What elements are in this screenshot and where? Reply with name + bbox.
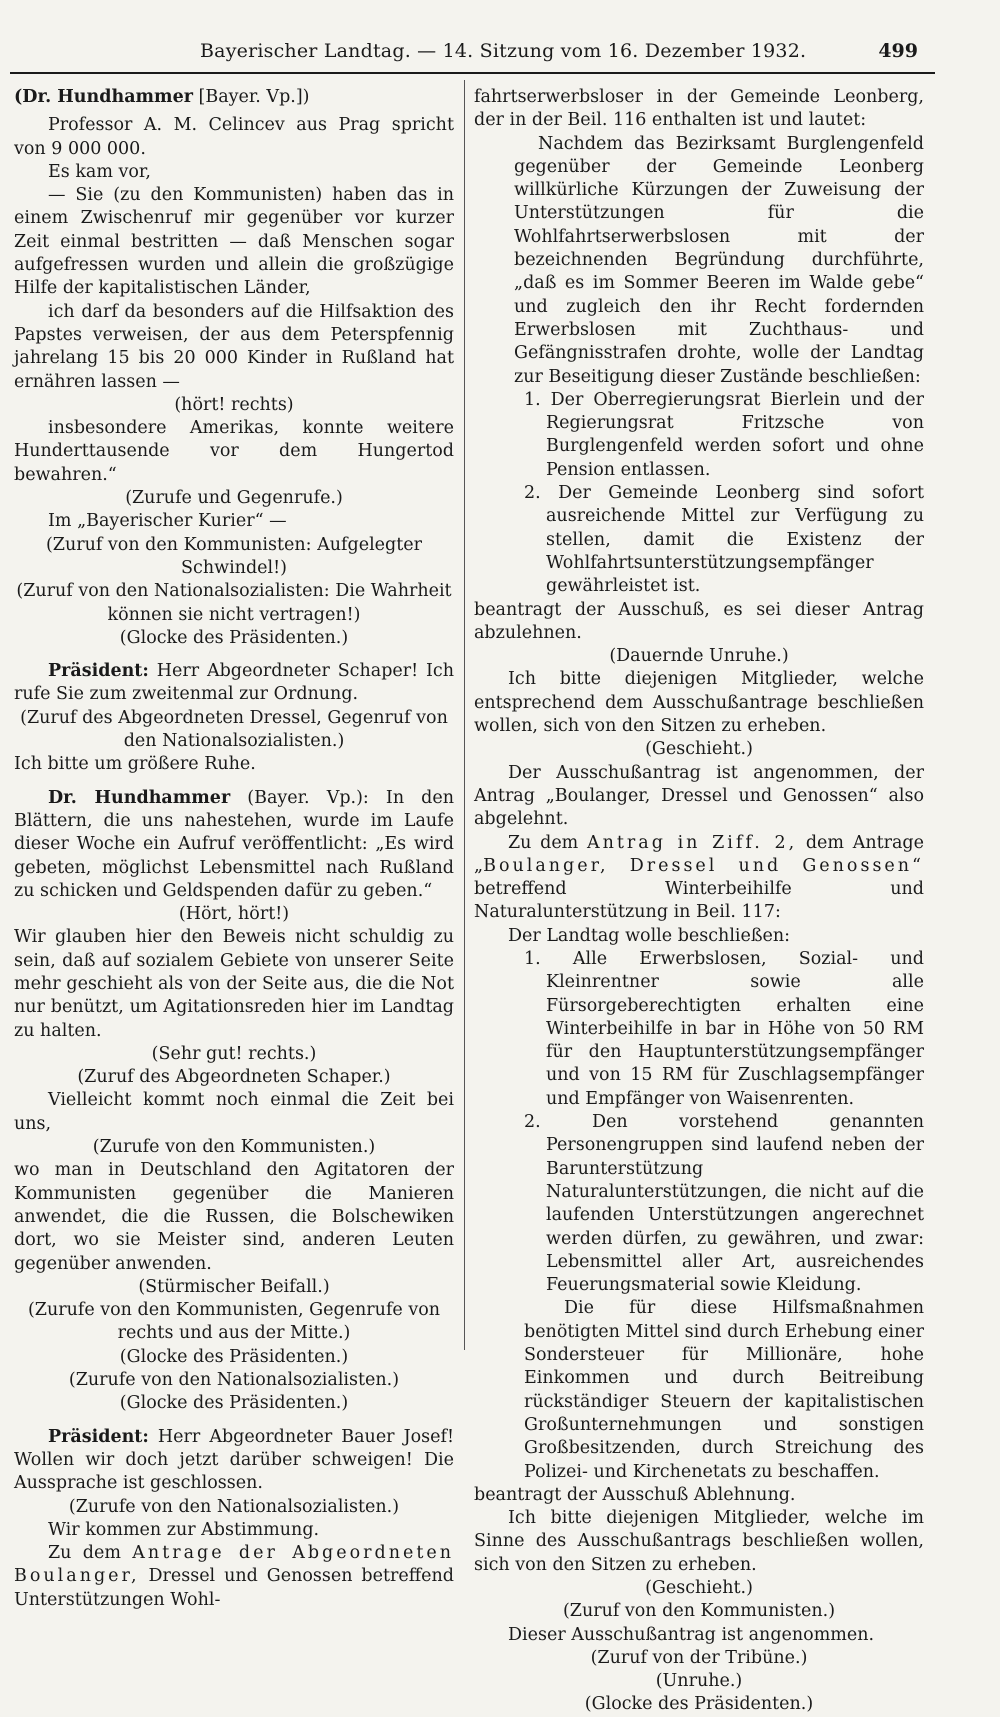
motion-item: 1. Alle Erwerbslosen, Sozial- und Kleinrentner sowie alle Fürsorgeberechtigten erhalten eine Winterbeihilfe in bar in Höhe von 50 RM für den Hauptunterstützungsempfänger und von 15 RM für Zuschlagsempfänger und Empfänger von Waisenrenten. [524, 948, 924, 1109]
interjection: (hört! rechts) [174, 394, 294, 415]
interjection: (Sehr gut! rechts.) [151, 1043, 317, 1064]
running-title: Bayerischer Landtag. — 14. Sitzung vom 16. Dezember 1932. [200, 40, 807, 62]
paragraph: Der Landtag wolle beschließen: [508, 925, 791, 946]
interjection: (Glocke des Präsidenten.) [119, 1346, 349, 1367]
motion-text: Nachdem das Bezirksamt Burglengenfeld gegenüber der Gemeinde Leonberg willkürliche Kürzungen der Zuweisung der Unterstützungen für die Wohlfahrtserwerbslosen mit der bezeichnenden Begründung durchführte, „daß es im Sommer Beeren im Walde gebe“ und zugleich den ihr Recht fordernden Erwerbslosen mit Zuchthaus- und Gefängnisstrafen drohte, wolle der Landtag zur Beseitigung dieser Zustände beschließen: [514, 133, 924, 387]
text-run: dem Antrage „ [474, 832, 924, 876]
page-header [0, 0, 1000, 72]
interjection: (Zurufe von den Nationalsozialisten.) [68, 1370, 400, 1391]
paragraph: Der Ausschußantrag ist angenommen, der Antrag „Boulanger, Dressel und Genossen“ also abgelehnt. [474, 762, 924, 830]
text-run: Zu dem [48, 1543, 133, 1564]
speaker-name: Dr. Hundhammer [48, 787, 231, 808]
motion-item: 2. Der Gemeinde Leonberg sind sofort ausreichende Mittel zur Verfügung zu stellen, damit die Existenz der Wohlfahrtsunterstützungsempfänger gewährleistet ist. [524, 483, 924, 597]
paragraph [14, 660, 454, 707]
paragraph: — Sie (zu den Kommunisten) haben das in einem Zwischenruf mir gegenüber vor kurzer Zeit einmal bestritten — daß Menschen sogar aufgefressen wurden und allein die großzügige Hilfe der kapitalistischen Länder, [14, 185, 454, 299]
text-run: Zu dem [508, 832, 587, 853]
paragraph: Vielleicht kommt noch einmal die Zeit bei uns, [14, 1090, 454, 1134]
text-run: betreffend Winterbeihilfe und Naturalunterstützung in Beil. 117: [474, 879, 924, 923]
speaker-name: (Dr. Hundhammer [14, 87, 193, 107]
emphasized-text: Boulanger, Dressel und Genossen“ [483, 855, 924, 876]
paragraph [14, 1542, 454, 1612]
speech-text: Herr Abgeordneter Bauer Josef! Wollen wir doch jetzt darüber schweigen! Die Aussprache ist geschlossen. [14, 1426, 454, 1494]
column-divider [464, 80, 465, 1350]
interjection: (Geschieht.) [645, 1578, 753, 1598]
interjection: (Hört, hört!) [178, 904, 290, 925]
header-rule [10, 72, 935, 74]
interjection: (Glocke des Präsidenten.) [119, 1393, 349, 1414]
paragraph: Wir glauben hier den Beweis nicht schuldig zu sein, daß auf sozialem Gebiete von unserer Seite mehr geschieht als von der Seite aus, die die Not nur benützt, um Agitationsreden hier im Landtag zu halten. [14, 927, 454, 1041]
interjection: (Unruhe.) [655, 1671, 743, 1692]
paragraph: Ich bitte diejenigen Mitglieder, welche entsprechend dem Ausschußantrage beschließen wollen, sich von den Sitzen zu erheben. [474, 669, 924, 737]
speaker-name: Präsident: [48, 1426, 149, 1447]
paragraph: Professor A. M. Celincev aus Prag spricht von 9 000 000. [14, 115, 454, 159]
speech-text: Herr Abgeordneter Schaper! Ich rufe Sie zum zweitenmal zur Ordnung. [14, 661, 454, 705]
emphasized-text: Antrag in Ziff. 2, [586, 832, 798, 853]
interjection: (Glocke des Präsidenten.) [584, 1694, 814, 1715]
speech-text: (Bayer. Vp.): In den Blättern, die uns nahestehen, wurde im Laufe dieser Woche ein Aufruf veröffentlicht: „Es wird gebeten, möglichst Lebensmittel nach Rußland zu schicken und Geldspenden dafür zu geben.“ [14, 787, 454, 901]
motion-item: 1. Der Oberregierungsrat Bierlein und der Regierungsrat Fritzsche von Burglengenfeld werden sofort und ohne Pension entlassen. [524, 389, 924, 480]
speaker-party: [Bayer. Vp.]) [192, 87, 310, 107]
interjection: (Zuruf von den Nationalsozialisten: Die Wahrheit können sie nicht vertragen!) [16, 581, 452, 625]
paragraph: Im „Bayerischer Kurier“ — [48, 511, 287, 532]
paragraph: Wir kommen zur Abstimmung. [48, 1519, 320, 1540]
motion-text: Die für diese Hilfsmaßnahmen benötigten Mittel sind durch Erhebung einer Sondersteuer für Millionäre, hohe Einkommen und durch Beitreibung rückständiger Steuern der kapitalistischen Großunternehmungen und sonstigen Großbesitzenden, durch Streichung des Polizei- und Kirchenetats zu beschaffen. [524, 1298, 924, 1482]
speaker-line [14, 86, 454, 109]
interjection: (Zuruf des Abgeordneten Schaper.) [77, 1067, 391, 1088]
right-column [474, 86, 924, 1717]
paragraph: wo man in Deutschland den Agitatoren der Kommunisten gegenüber die Manieren anwendet, die die Russen, die Bolschewiken dort, wo sie Meister sind, anderen Leuten gegenüber anwenden. [14, 1160, 454, 1274]
emphasized-text: Antrage der Abgeordneten Boulanger, [14, 1543, 454, 1587]
paragraph: Es kam vor, [48, 161, 151, 182]
interjection: (Zuruf von der Tribüne.) [590, 1647, 808, 1668]
interjection: (Zuruf von den Kommunisten: Aufgelegter Schwindel!) [45, 534, 422, 578]
paragraph: Ich bitte um größere Ruhe. [14, 754, 256, 775]
interjection: (Dauernde Unruhe.) [609, 646, 789, 667]
interjection: (Stürmischer Beifall.) [138, 1276, 330, 1297]
paragraph: insbesondere Amerikas, konnte weitere Hunderttausende vor dem Hungertod bewahren.“ [14, 418, 454, 485]
paragraph [14, 1426, 454, 1496]
interjection: (Zuruf des Abgeordneten Dressel, Gegenruf von den Nationalsozialisten.) [20, 707, 448, 752]
interjection: (Zurufe von den Kommunisten, Gegenrufe von rechts und aus der Mitte.) [27, 1300, 441, 1344]
text-run: Dressel und Genossen betreffend Unterstützungen Wohl- [14, 1566, 454, 1610]
motion-item: 2. Den vorstehend genannten Personengruppen sind laufend neben der Barunterstützung Naturalunterstützungen, die nicht auf die laufenden Unterstützungen angerechnet werden dürfen, zu gewähren, und zwar: Lebensmittel aller Art, ausreichendes Feuerungsmaterial sowie Kleidung. [524, 1112, 924, 1296]
paragraph: beantragt der Ausschuß Ablehnung. [474, 1484, 796, 1505]
paragraph: Ich bitte diejenigen Mitglieder, welche im Sinne des Ausschußantrags beschließen wollen, sich von den Sitzen zu erheben. [474, 1508, 924, 1575]
paragraph: beantragt der Ausschuß, es sei dieser Antrag abzulehnen. [474, 599, 924, 643]
paragraph [474, 832, 924, 925]
interjection: (Zurufe und Gegenrufe.) [125, 488, 343, 509]
interjection: (Zurufe von den Kommunisten.) [92, 1137, 376, 1158]
interjection: (Zurufe von den Nationalsozialisten.) [68, 1496, 400, 1517]
interjection: (Glocke des Präsidenten.) [119, 627, 349, 648]
interjection: (Zuruf von den Kommunisten.) [562, 1601, 836, 1622]
paragraph: fahrtserwerbsloser in der Gemeinde Leonberg, der in der Beil. 116 enthalten ist und lautet: [474, 87, 924, 131]
paragraph: Dieser Ausschußantrag ist angenommen. [508, 1624, 875, 1645]
speaker-name: Präsident: [48, 661, 149, 682]
interjection: (Geschieht.) [645, 739, 753, 760]
left-column [14, 86, 454, 1612]
page-number: 499 [878, 40, 918, 62]
paragraph: ich darf da besonders auf die Hilfsaktion des Papstes verweisen, der aus dem Peterspfennig jahrelang 15 bis 20 000 Kinder in Rußland hat ernähren lassen — [14, 301, 454, 392]
paragraph [14, 787, 454, 903]
